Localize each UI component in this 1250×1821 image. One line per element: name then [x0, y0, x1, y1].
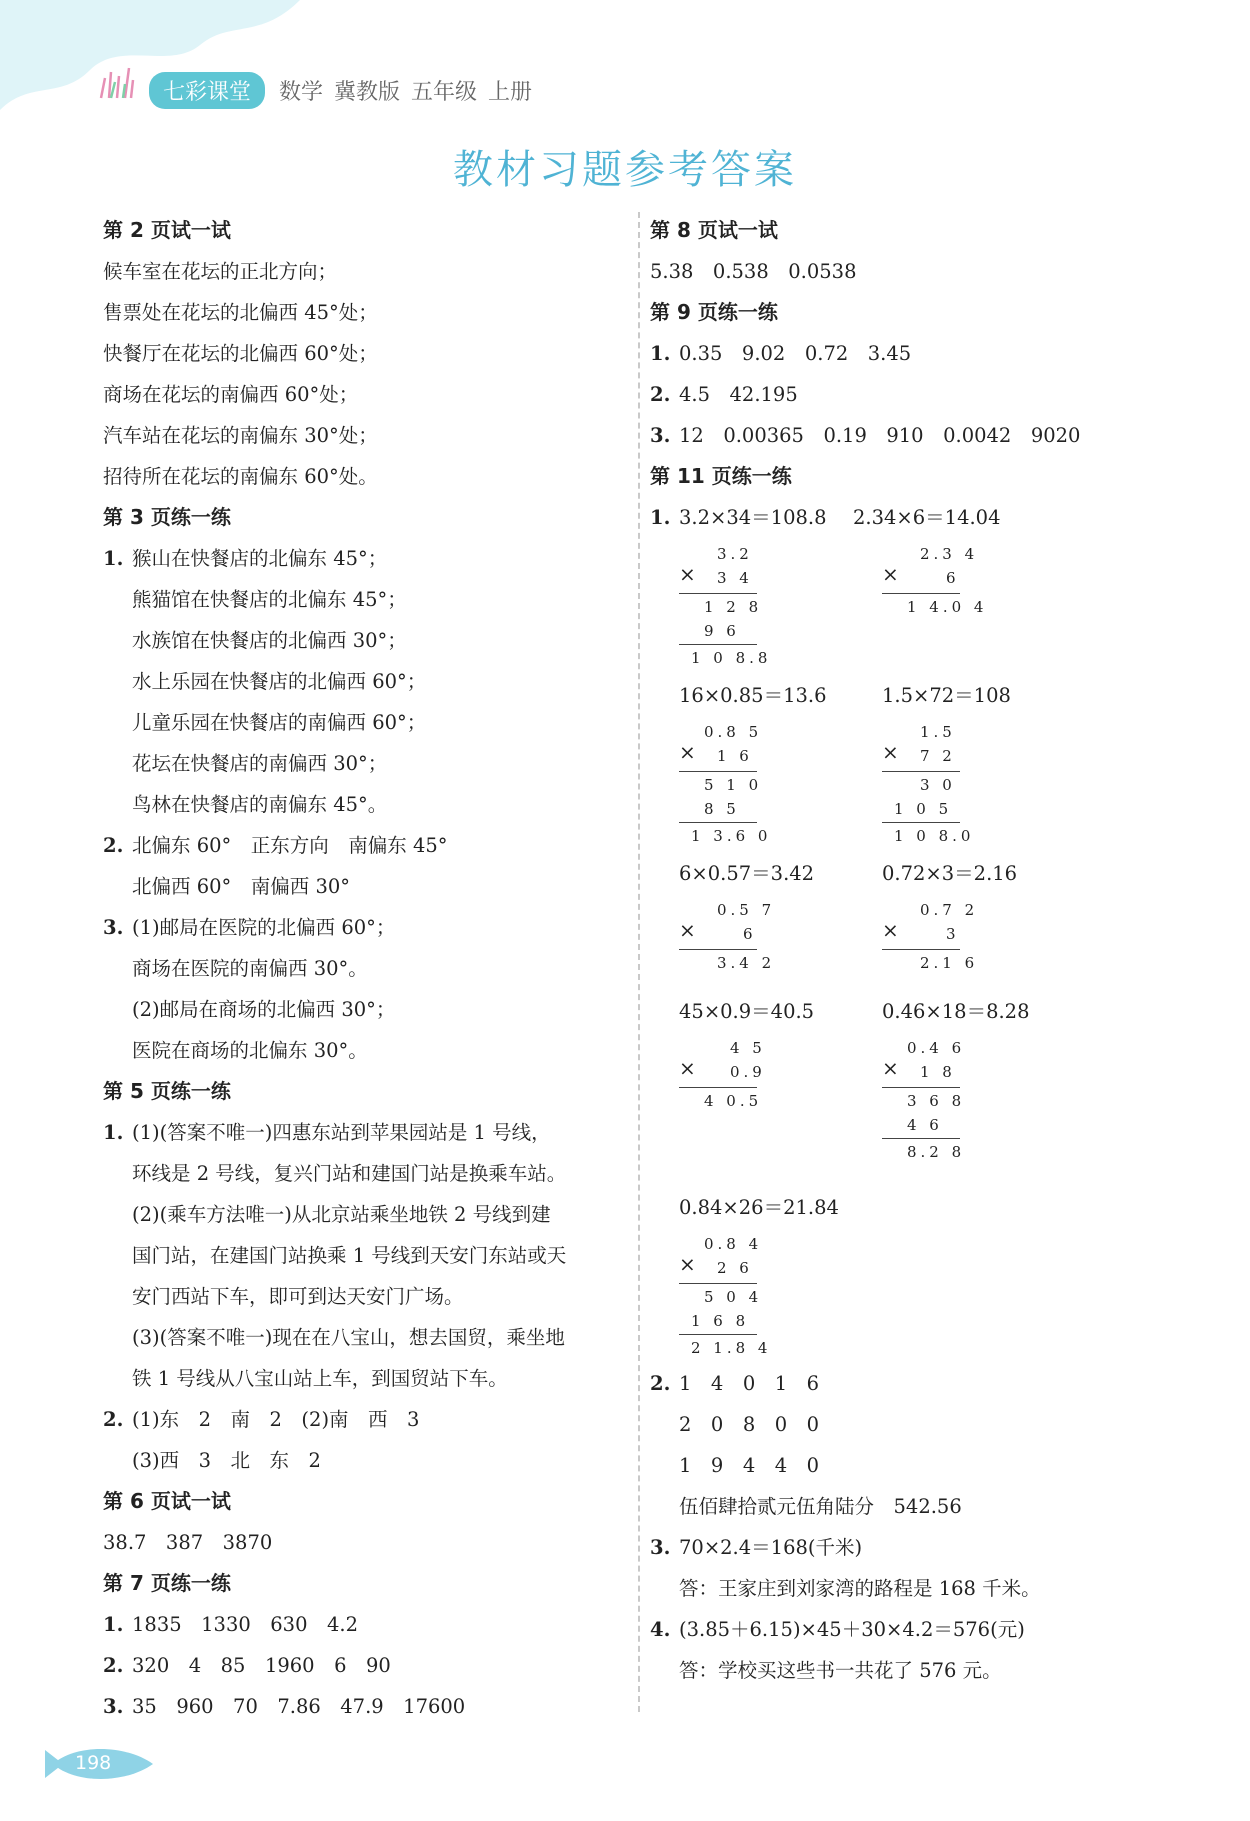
- book-info: 数学 冀教版 五年级 上册: [279, 79, 532, 105]
- section-heading: 第 2 页试一试: [103, 218, 231, 242]
- brand-badge: 七彩课堂: [149, 72, 265, 109]
- section-heading: 第 7 页练一练: [103, 1571, 231, 1595]
- answer-line: 3. 35 960 70 7.86 47.9 17600: [103, 1695, 466, 1718]
- answer-line: 3. 70×2.4＝168(千米): [650, 1536, 863, 1559]
- vertical-calc: 0.8 5 × 1 6 5 1 0 8 5 1 3.6 0: [679, 723, 772, 845]
- answer-line: 花坛在快餐店的南偏西 30°；: [132, 752, 388, 775]
- vertical-calc: 0.5 7 × 6 3.4 2: [679, 901, 776, 972]
- equation-row: 1. 3.2×34＝108.8 2.34×6＝14.04: [650, 506, 1001, 529]
- equation-row: [650, 1187, 1230, 1228]
- equation: 2.34×6＝14.04: [853, 506, 1001, 529]
- vertical-calc: 3.2 × 3 4 1 2 8 9 6 1 0 8.8: [679, 545, 772, 667]
- page-title: 教材习题参考答案: [453, 147, 797, 193]
- vertical-calc: 0.4 6 × 1 8 3 6 8 4 6 8.2 8: [882, 1039, 966, 1161]
- equation: 6×0.57＝3.42: [679, 862, 815, 885]
- answer-line: 2. 1 4 0 1 6: [650, 1372, 820, 1395]
- equation: 0.72×3＝2.16: [882, 862, 1018, 885]
- answer-line: 儿童乐园在快餐店的南偏西 60°；: [132, 711, 427, 734]
- vertical-calc: 0.8 4 × 2 6 5 0 4 1 6 8 2 1.8 4: [679, 1235, 772, 1357]
- equation: 0.84×26＝21.84: [679, 1196, 839, 1219]
- vertical-calc-row: [650, 538, 1230, 667]
- answer-line: 售票处在花坛的北偏西 45°处；: [103, 301, 378, 324]
- equation: 16×0.85＝13.6: [679, 684, 827, 707]
- answer-line: 2. (1)东 2 南 2 (2)南 西 3: [103, 1408, 420, 1431]
- answer-line: 环线是 2 号线，复兴门站和建国门站是换乘车站。: [132, 1162, 567, 1185]
- answer-line: 汽车站在花坛的南偏东 30°处；: [103, 424, 378, 447]
- section-heading: 第 5 页练一练: [103, 1079, 231, 1103]
- answer-line: 2. 北偏东 60° 正东方向 南偏东 45°: [103, 834, 448, 857]
- answer-line: 熊猫馆在快餐店的北偏东 45°；: [132, 588, 407, 611]
- vertical-calc-row: [650, 894, 1230, 979]
- answer-line: 2 0 8 0 0: [679, 1413, 820, 1436]
- answer-line: 伍佰肆拾贰元伍角陆分 542.56: [679, 1495, 962, 1518]
- vertical-calc-row: [650, 1032, 1230, 1187]
- answer-line: 北偏西 60° 南偏西 30°: [132, 875, 351, 898]
- section-heading: 第 9 页练一练: [650, 300, 778, 324]
- answer-line: (2)邮局在商场的北偏西 30°；: [132, 998, 396, 1021]
- answer-line: 铁 1 号线从八宝山站上车，到国贸站下车。: [132, 1367, 508, 1390]
- answer-line: 快餐厅在花坛的北偏西 60°处；: [103, 342, 378, 365]
- page-number: 198: [75, 1752, 112, 1774]
- vertical-calc: 2.3 4 × 6 1 4.0 4: [882, 545, 988, 616]
- answer-line: (2)(乘车方法唯一)从北京站乘坐地铁 2 号线到建: [132, 1203, 551, 1226]
- answer-line: 商场在花坛的南偏西 60°处；: [103, 383, 359, 406]
- equation: 0.46×18＝8.28: [882, 1000, 1030, 1023]
- vertical-calc: 4 5 × 0.9 4 0.5: [679, 1039, 766, 1110]
- answer-line: 3. 12 0.00365 0.19 910 0.0042 9020: [650, 424, 1081, 447]
- header: [95, 70, 532, 110]
- answer-line: 商场在医院的南偏西 30°。: [132, 957, 368, 980]
- answer-line: 候车室在花坛的正北方向；: [103, 260, 338, 283]
- left-column: [103, 210, 628, 1727]
- section-heading: 第 11 页练一练: [650, 464, 792, 488]
- equation: 1.5×72＝108: [882, 684, 1011, 707]
- answer-line: 国门站，在建国门站换乘 1 号线到天安门东站或天: [132, 1244, 567, 1267]
- answer-line: 5.38 0.538 0.0538: [650, 260, 857, 283]
- answer-line: 水上乐园在快餐店的北偏西 60°；: [132, 670, 427, 693]
- answer-line: 1. 1835 1330 630 4.2: [103, 1613, 358, 1636]
- vertical-calc-row: [650, 716, 1230, 845]
- answer-line: 38.7 387 3870: [103, 1531, 273, 1554]
- answer-line: (3)西 3 北 东 2: [132, 1449, 321, 1472]
- answer-line: 招待所在花坛的南偏东 60°处。: [103, 465, 378, 488]
- answer-line: 鸟林在快餐店的南偏东 45°。: [132, 793, 388, 816]
- answer-line: (3)(答案不唯一)现在在八宝山，想去国贸，乘坐地: [132, 1326, 565, 1349]
- answer-line: 安门西站下车，即可到达天安门广场。: [132, 1285, 464, 1308]
- section-heading: 第 3 页练一练: [103, 505, 231, 529]
- right-column: [650, 210, 1230, 1691]
- answer-line: 水族馆在快餐店的北偏西 30°；: [132, 629, 407, 652]
- answer-line: 医院在商场的北偏东 30°。: [132, 1039, 368, 1062]
- answer-line: 2. 4.5 42.195: [650, 383, 798, 406]
- section-heading: 第 6 页试一试: [103, 1489, 231, 1513]
- answer-line: 1. 0.35 9.02 0.72 3.45: [650, 342, 912, 365]
- vertical-calc: 1.5 × 7 2 3 0 1 0 5 1 0 8.0: [882, 723, 975, 845]
- answer-line: 1. 猴山在快餐店的北偏东 45°；: [103, 547, 388, 570]
- answer-line: 1. (1)(答案不唯一)四惠东站到苹果园站是 1 号线，: [103, 1121, 551, 1144]
- vertical-calc: 0.7 2 × 3 2.1 6: [882, 901, 979, 972]
- answer-line: 答：王家庄到刘家湾的路程是 168 千米。: [679, 1577, 1041, 1600]
- column-divider: [638, 212, 640, 1712]
- answer-line: 答：学校买这些书一共花了 576 元。: [679, 1659, 1002, 1682]
- header-wave-decoration: [0, 0, 300, 130]
- answer-line: 1 9 4 4 0: [679, 1454, 820, 1477]
- section-heading: 第 8 页试一试: [650, 218, 778, 242]
- equation: 45×0.9＝40.5: [679, 1000, 815, 1023]
- answer-line: 2. 320 4 85 1960 6 90: [103, 1654, 391, 1677]
- answer-line: 4. (3.85＋6.15)×45＋30×4.2＝576(元): [650, 1618, 1025, 1641]
- answer-line: 3. (1)邮局在医院的北偏西 60°；: [103, 916, 396, 939]
- equation: 3.2×34＝108.8: [679, 506, 827, 529]
